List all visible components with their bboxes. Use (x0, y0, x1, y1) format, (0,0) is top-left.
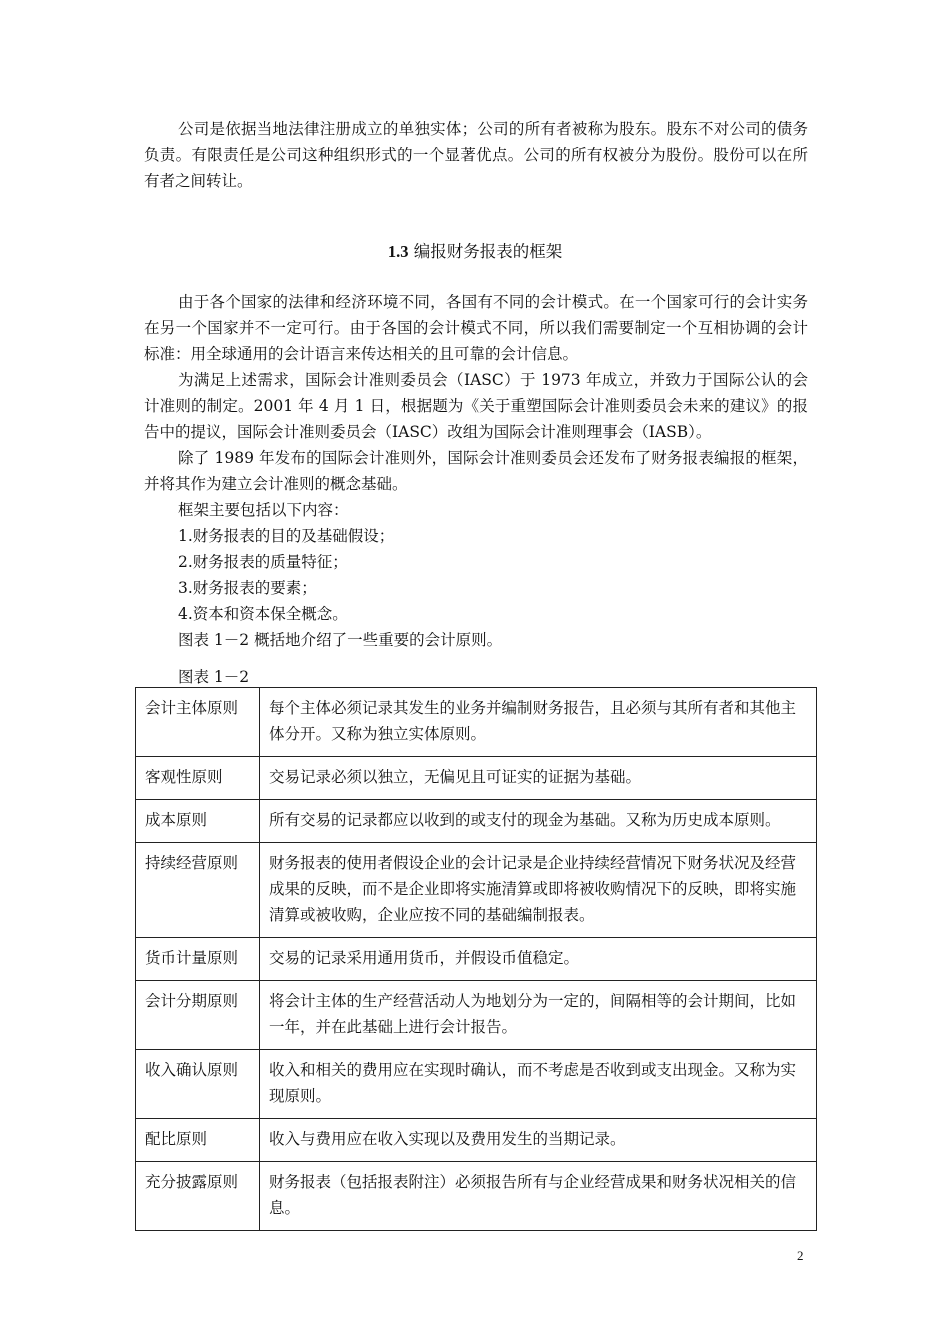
intro-paragraph: 公司是依据当地法律注册成立的单独实体；公司的所有者被称为股东。股东不对公司的债务负责。有限责任是公司这种组织形式的一个显著优点。公司的所有权被分为股份。股份可以在所有者之间转让。 (144, 120, 808, 190)
table-row (136, 843, 817, 938)
principle-description: 所有交易的记录都应以收到的或支付的现金为基础。又称为历史成本原则。 (260, 800, 817, 843)
principle-description: 财务报表（包括报表附注）必须报告所有与企业经营成果和财务状况相关的信息。 (260, 1162, 817, 1231)
principle-name: 成本原则 (136, 800, 260, 843)
table-row (136, 938, 817, 981)
principle-description: 交易的记录采用通用货币，并假设币值稳定。 (260, 938, 817, 981)
principle-name: 充分披露原则 (136, 1162, 260, 1231)
principle-name: 会计主体原则 (136, 688, 260, 757)
table-row (136, 688, 817, 757)
framework-intro: 框架主要包括以下内容： (178, 501, 349, 519)
intro-section (144, 116, 808, 194)
principle-description: 每个主体必须记录其发生的业务并编制财务报告，且必须与其所有者和其他主体分开。又称为独立实体原则。 (260, 688, 817, 757)
table-row (136, 1162, 817, 1231)
table-row (136, 800, 817, 843)
principle-name: 货币计量原则 (136, 938, 260, 981)
principle-name: 收入确认原则 (136, 1050, 260, 1119)
framework-item: 3.财务报表的要素； (178, 579, 317, 597)
table-row (136, 1050, 817, 1119)
section-heading (0, 239, 950, 265)
table-row (136, 981, 817, 1050)
principle-description: 财务报表的使用者假设企业的会计记录是企业持续经营情况下财务状况及经营成果的反映，而不是企业即将实施清算或即将被收购情况下的反映，即将实施清算或被收购，企业应按不同的基础编制报表。 (260, 843, 817, 938)
principle-description: 收入和相关的费用应在实现时确认，而不考虑是否收到或支出现金。又称为实现原则。 (260, 1050, 817, 1119)
table-row (136, 1119, 817, 1162)
figure-reference: 图表 1－2 概括地介绍了一些重要的会计原则。 (178, 631, 503, 649)
principles-table (135, 687, 817, 1231)
principle-description: 交易记录必须以独立，无偏见且可证实的证据为基础。 (260, 757, 817, 800)
principle-name: 配比原则 (136, 1119, 260, 1162)
body-paragraph: 由于各个国家的法律和经济环境不同，各国有不同的会计模式。在一个国家可行的会计实务在另一个国家并不一定可行。由于各国的会计模式不同，所以我们需要制定一个互相协调的会计标准：用全球通用的会计语言来传达相关的且可靠的会计信息。 (144, 293, 808, 363)
principle-name: 客观性原则 (136, 757, 260, 800)
body-paragraph: 除了 1989 年发布的国际会计准则外，国际会计准则委员会还发布了财务报表编报的框架，并将其作为建立会计准则的概念基础。 (144, 449, 808, 493)
section-title: 编报财务报表的框架 (413, 242, 563, 261)
section-number: 1.3 (387, 242, 409, 261)
body-section (144, 289, 808, 653)
table-row (136, 757, 817, 800)
principle-description: 将会计主体的生产经营活动人为地划分为一定的，间隔相等的会计期间，比如一年，并在此基础上进行会计报告。 (260, 981, 817, 1050)
page-number: 2 (797, 1248, 804, 1263)
principle-description: 收入与费用应在收入实现以及费用发生的当期记录。 (260, 1119, 817, 1162)
principle-name: 会计分期原则 (136, 981, 260, 1050)
table-caption: 图表 1－2 (178, 668, 250, 686)
framework-item: 4.资本和资本保全概念。 (178, 605, 348, 623)
body-paragraph: 为满足上述需求，国际会计准则委员会（IASC）于 1973 年成立，并致力于国际公认的会计准则的制定。2001 年 4 月 1 日，根据题为《关于重塑国际会计准则委员会未来的建议》的报告中的提议，国际会计准则委员会（IASC）改组为国际会计准则理事会（IASB）。 (144, 371, 808, 441)
framework-item: 1.财务报表的目的及基础假设； (178, 527, 395, 545)
principle-name: 持续经营原则 (136, 843, 260, 938)
framework-item: 2.财务报表的质量特征； (178, 553, 348, 571)
